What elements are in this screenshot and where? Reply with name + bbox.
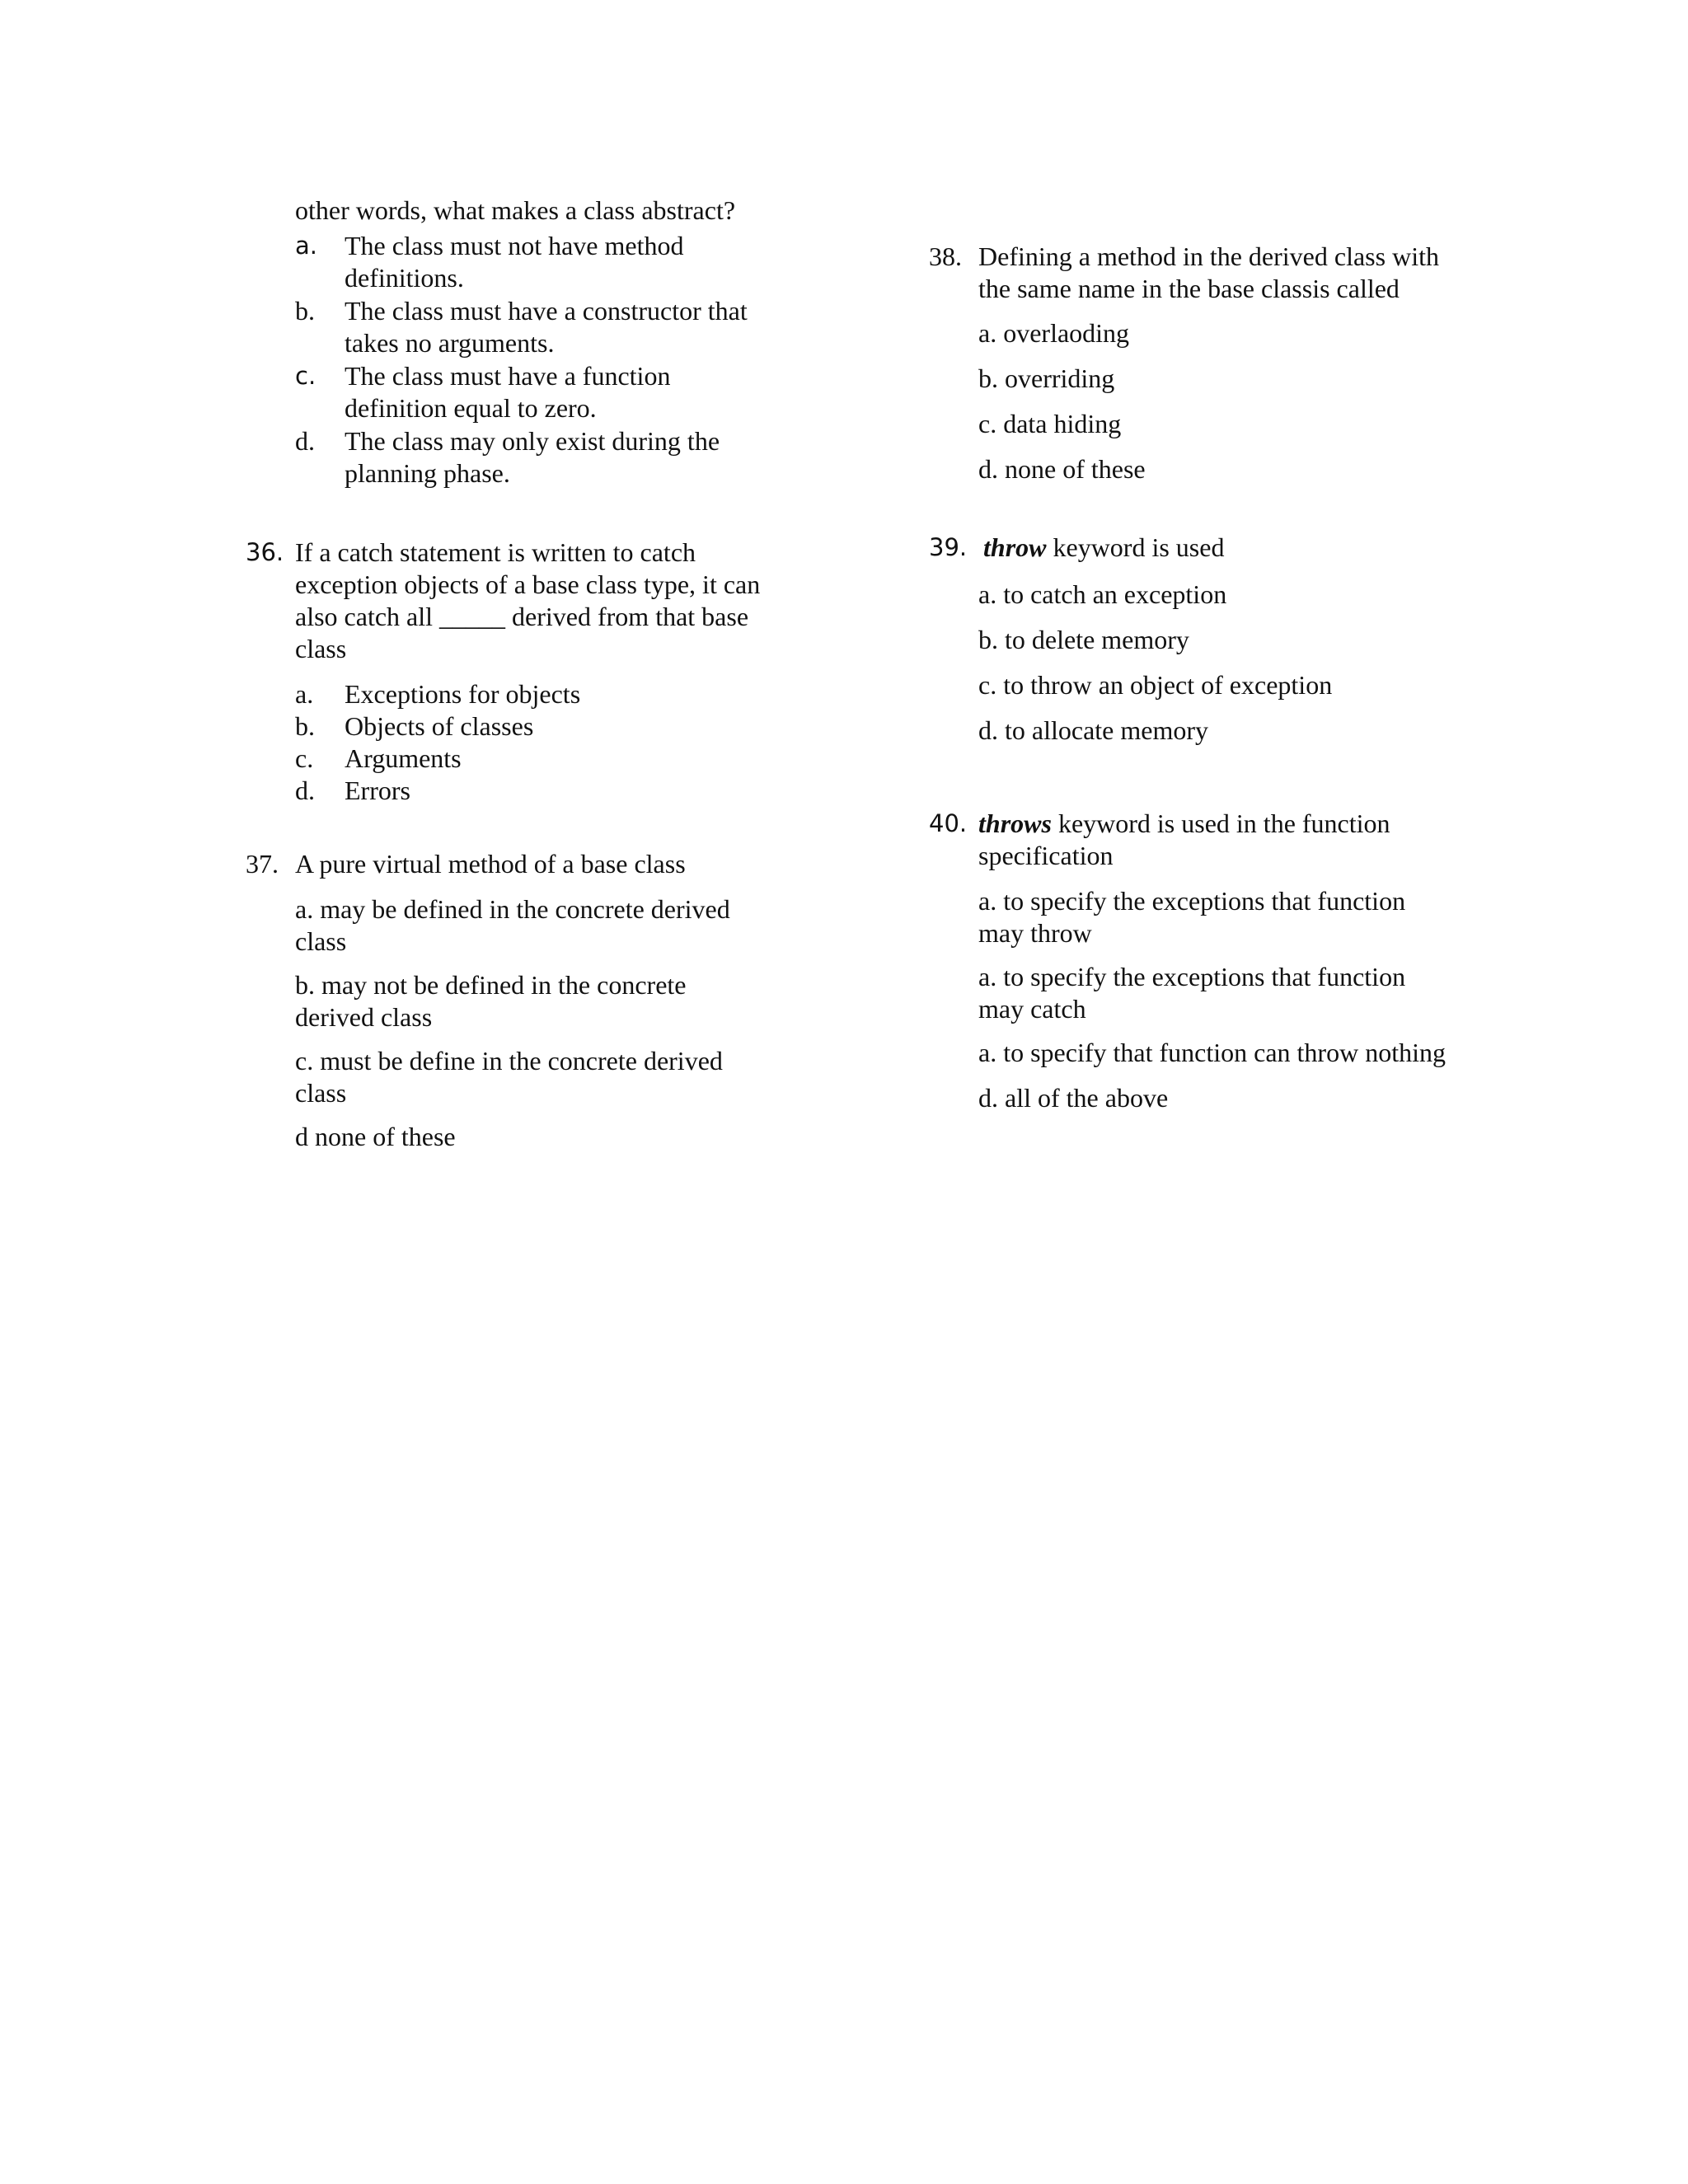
keyword-throw: throw [983,532,1047,562]
option-label: a. [295,232,317,260]
question-number: 39. [929,533,968,561]
option-d: d. to allocate memory [978,715,1209,745]
option-label: a. [295,679,314,709]
option-text: The class may only exist during the planning phase. [345,426,720,488]
option-b: b. may not be defined in the concrete derived class [295,970,687,1032]
question-number: 40. [929,809,968,837]
question-text: If a catch statement is written to catch exception objects of a base class type, it can also catch all _____ derived from that base class [295,537,761,663]
question-number: 38. [929,241,962,271]
option-label: b. [295,711,315,741]
option-text: Objects of classes [345,711,534,741]
keyword-throws: throws [978,808,1052,838]
option-label: c. [295,362,316,390]
question-text: throws keyword is used in the function specification [978,808,1390,870]
option-b: b. to delete memory [978,625,1189,654]
option-text: The class must have a function definition equal to zero. [345,361,671,423]
option-label: c. [295,743,314,773]
option-a-throw: a. to specify the exceptions that function may throw [978,886,1406,948]
option-label: d. [295,776,315,805]
option-d: d. all of the above [978,1083,1169,1113]
option-label: d. [295,426,315,456]
question-text: throw keyword is used [983,532,1225,562]
option-a-catch: a. to specify the exceptions that function may catch [978,962,1406,1024]
option-text: The class must not have method definitions. [345,231,684,293]
option-a-nothing: a. to specify that function can throw nothing [978,1038,1446,1067]
question-number: 37. [246,849,279,879]
question-number: 36. [246,538,284,566]
option-a: a. may be defined in the concrete derived class [295,894,730,956]
option-c: c. must be define in the concrete derived class [295,1046,723,1108]
question-text: A pure virtual method of a base class [295,849,686,879]
option-c: c. data hiding [978,409,1122,438]
option-label: b. [295,296,315,326]
question-35-text: other words, what makes a class abstract? [295,195,736,225]
option-a: a. overlaoding [978,318,1130,348]
option-b: b. overriding [978,363,1115,393]
option-c: c. to throw an object of exception [978,670,1333,700]
option-a: a. to catch an exception [978,579,1227,609]
question-text: Defining a method in the derived class with the same name in the base classis called [978,241,1439,303]
option-d: d. none of these [978,454,1146,484]
option-text: Arguments [345,743,462,773]
option-text: The class must have a constructor that takes no arguments. [345,296,748,358]
option-text: Errors [345,776,410,805]
option-d: d none of these [295,1122,456,1151]
option-text: Exceptions for objects [345,679,581,709]
